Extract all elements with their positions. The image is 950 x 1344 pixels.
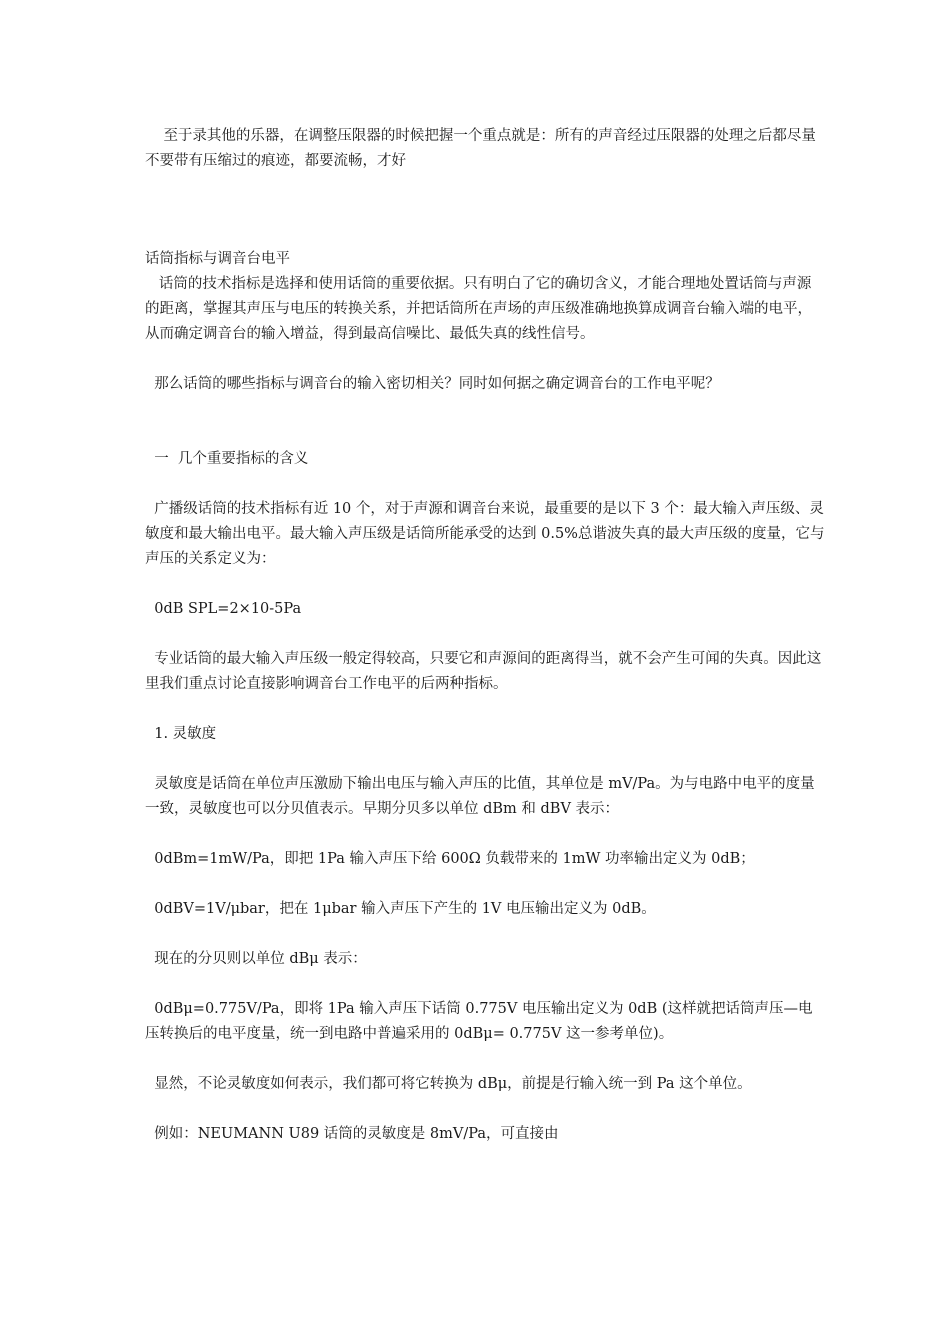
paragraph-sensitivity-def: 灵敏度是话筒在单位声压激励下输出电压与输入声压的比值，其单位是 mV/Pa。为与电路中电平的度量一致，灵敏度也可以分贝值表示。早期分贝多以单位 dBm 和 dBV 表示： xyxy=(145,776,815,817)
document-page xyxy=(145,124,825,1147)
spacer xyxy=(145,397,825,447)
formula-spl: 0dB SPL=2×10-5Pa xyxy=(145,601,302,617)
spacer xyxy=(145,1047,825,1072)
paragraph-compressor: 至于录其他的乐器，在调整压限器的时候把握一个重点就是：所有的声音经过压限器的处理之后都尽量不要带有压缩过的痕迹，都要流畅，才好 xyxy=(145,128,816,169)
paragraph-conversion: 显然，不论灵敏度如何表示，我们都可将它转换为 dBμ，前提是行输入统一到 Pa 这个单位。 xyxy=(145,1076,752,1092)
formula-dbu: 0dBμ=0.775V/Pa，即将 1Pa 输入声压下话筒 0.775V 电压输出定义为 0dB (这样就把话筒声压—电压转换后的电平度量，统一到电路中普遍采用的 0dBμ= 0.775V 这一参考单位)。 xyxy=(145,1001,813,1042)
formula-dbv: 0dBV=1V/μbar，把在 1μbar 输入声压下产生的 1V 电压输出定义为 0dB。 xyxy=(145,901,656,917)
spacer xyxy=(145,747,825,772)
paragraph-dbu-intro: 现在的分贝则以单位 dBμ 表示： xyxy=(145,951,367,967)
spacer xyxy=(145,1097,825,1122)
spacer xyxy=(145,472,825,497)
spacer xyxy=(145,622,825,647)
spacer xyxy=(145,972,825,997)
paragraph-broadcast-specs: 广播级话筒的技术指标有近 10 个，对于声源和调音台来说，最重要的是以下 3 个：最大输入声压级、灵敏度和最大输出电平。最大输入声压级是话筒所能承受的达到 0.5%总谐波失真的最大声压级的度量，它与声压的关系定义为： xyxy=(145,501,825,567)
spacer xyxy=(145,922,825,947)
spacer xyxy=(145,347,825,372)
formula-dbm: 0dBm=1mW/Pa，即把 1Pa 输入声压下给 600Ω 负载带来的 1mW 功率输出定义为 0dB； xyxy=(145,851,755,867)
spacer xyxy=(145,572,825,597)
paragraph-max-spl: 专业话筒的最大输入声压级一般定得较高，只要它和声源间的距离得当，就不会产生可闻的失真。因此这里我们重点讨论直接影响调音台工作电平的后两种指标。 xyxy=(145,651,822,692)
paragraph-question: 那么话筒的哪些指标与调音台的输入密切相关？同时如何据之确定调音台的工作电平呢？ xyxy=(145,376,720,392)
spacer xyxy=(145,174,825,247)
section-title: 话筒指标与调音台电平 xyxy=(145,251,290,267)
paragraph-intro: 话筒的技术指标是选择和使用话筒的重要依据。只有明白了它的确切含义，才能合理地处置话筒与声源的距离，掌握其声压与电压的转换关系，并把话筒所在声场的声压级准确地换算成调音台输入端的电平，从而确定调音台的输入增益，得到最高信噪比、最低失真的线性信号。 xyxy=(145,276,812,342)
heading-sensitivity: 1. 灵敏度 xyxy=(145,726,217,742)
spacer xyxy=(145,697,825,722)
spacer xyxy=(145,822,825,847)
spacer xyxy=(145,872,825,897)
heading-key-indicators: 一 几个重要指标的含义 xyxy=(145,451,309,467)
paragraph-example: 例如：NEUMANN U89 话筒的灵敏度是 8mV/Pa，可直接由 xyxy=(145,1126,559,1142)
